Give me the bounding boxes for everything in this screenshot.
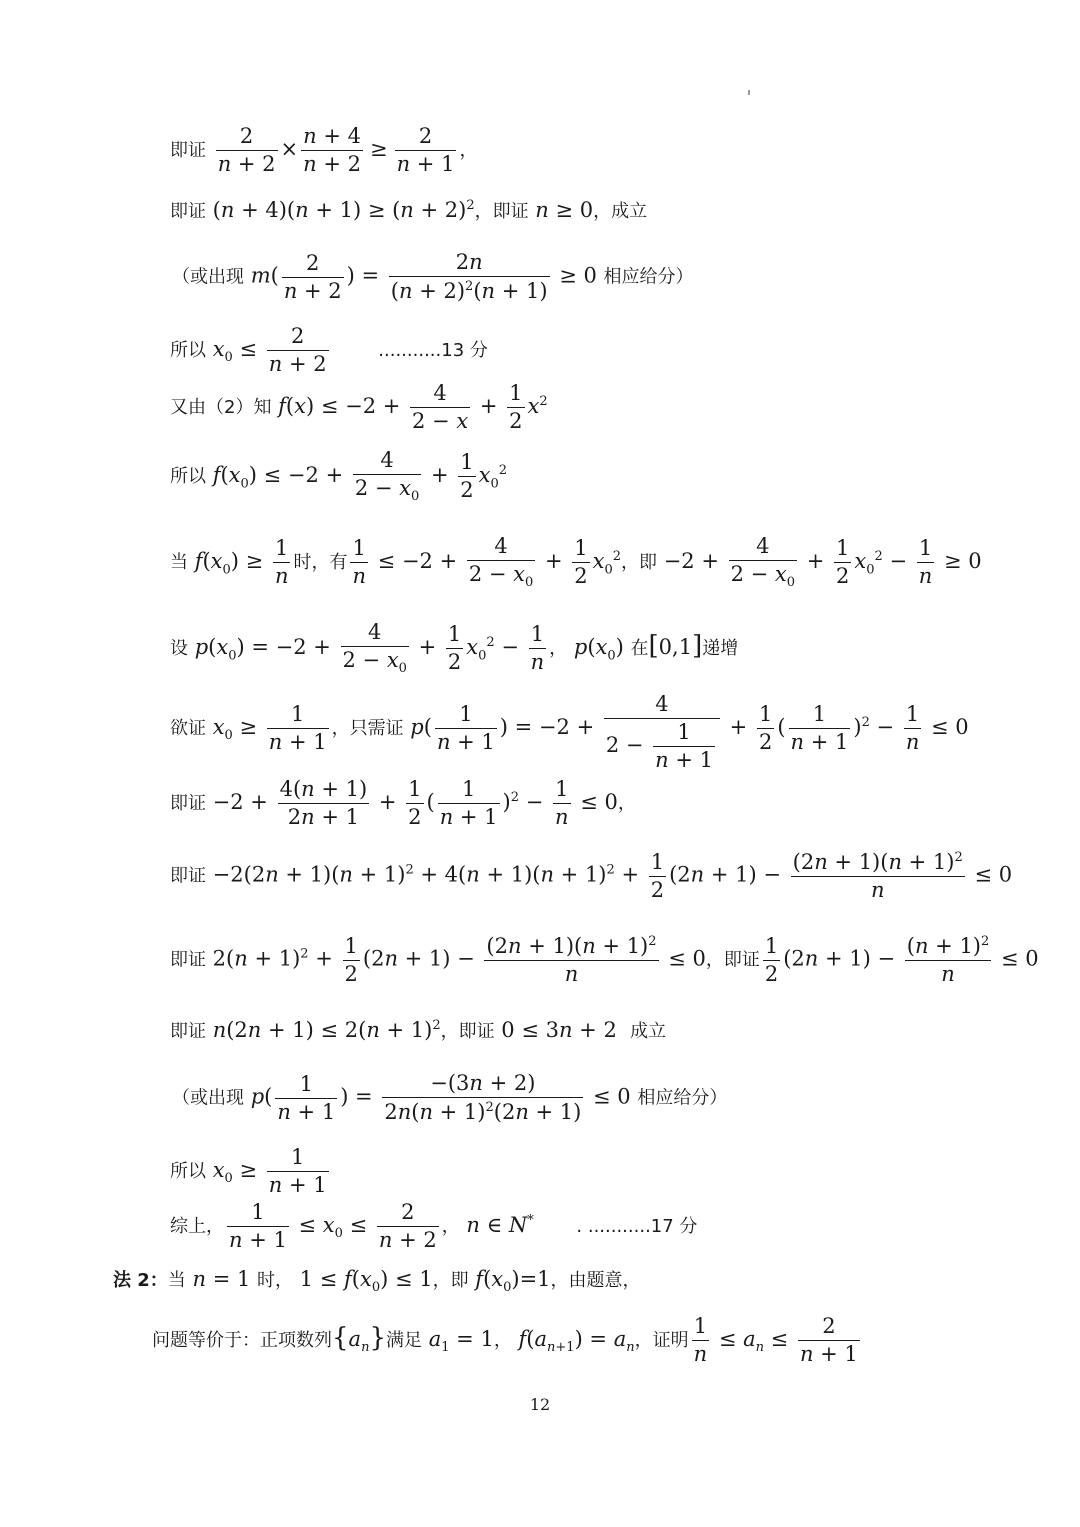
- proof-line-6: 所以 $f(x_0) \le -2$ + $\frac{4}{2 - x_0}$ + $\frac{1}{2}$ $x_0^2$: [170, 448, 508, 505]
- scan-speck: [748, 90, 750, 95]
- proof-line-2: 即证 $(n + 4)(n + 1) \ge (n + 2)^2$，即证 n ≥ 0，成立: [170, 198, 648, 222]
- method2-label: 法 2：: [113, 1270, 168, 1291]
- method2-line-1: 法 2：当 n = 1 时， $1 \le f(x_0) \le 1$，即 $f(x_0)=1$，由题意，: [113, 1267, 641, 1296]
- proof-line-13: 即证 $n(2n + 1) \le 2(n + 1)^2$，即证 0 ≤ 3n + 2 成立: [170, 1018, 667, 1042]
- label-jizheng: 即证: [170, 140, 206, 161]
- proof-line-16: 综上， $\frac{1}{n + 1}$ ≤ $x_0$ ≤ $\frac{2}{n + 2}$ ， n ∈ N* . ...........17 分: [170, 1200, 698, 1252]
- proof-line-10: 即证 −2 + $\frac{4(n + 1)}{2n + 1}$ + $\frac{1}{2}$ ( $\frac{1}{n + 1}$ )$^2$ − $\frac{1}{n}$ ≤ 0，: [170, 777, 636, 829]
- method2-line-2: 问题等价于：正项数列$\{a_n\}$满足 $a_1 = 1$， $f(a_{n+1}) = a_n$，证明 $\frac{1}{n}$ ≤ $a_n$ ≤ $\frac{2}{n + 1}$: [152, 1314, 858, 1366]
- proof-line-12: 即证 $2(n + 1)^2$ + $\frac{1}{2}$ (2n + 1) − $\frac{(2n + 1)(n + 1)^2}{n}$ ≤ 0，即证 $\frac{1}{2}$ (2n + 1) − $\frac{(n + 1)^2}{n}$ ≤ 0: [170, 933, 1039, 986]
- proof-line-8: 设 $p(x_0) = -2$ + $\frac{4}{2 - x_0}$ + $\frac{1}{2}$ $x_0^2$ − $\frac{1}{n}$ ， $p(x_0)$ 在[0,1]递增: [170, 620, 739, 677]
- proof-line-3: （或出现 m( $\frac{2}{n + 2}$ ) = $\frac{2n}{(n + 2)^2(n + 1)}$ ≥ 0 相应给分）: [172, 250, 694, 303]
- proof-line-4: 所以 $x_0$ ≤ $\frac{2}{n + 2}$ ...........13 分: [170, 324, 488, 376]
- proof-line-11: 即证 $-2(2n + 1)(n + 1)^2 + 4(n + 1)(n + 1)^2$ + $\frac{1}{2}$ (2n + 1) − $\frac{(2n + 1)(n + 1)^2}{n}$ ≤ 0: [170, 849, 1013, 902]
- proof-line-14: （或出现 p( $\frac{1}{n + 1}$ ) = $\frac{-(3n + 2)}{2n(n + 1)^2(2n + 1)}$ ≤ 0 相应给分）: [172, 1071, 728, 1124]
- proof-line-1: 即证 $\frac{2}{n + 2}$ × $\frac{n + 4}{n + 2}$ ≥ $\frac{2}{n + 1}$ ，: [170, 124, 478, 176]
- proof-line-7: 当 $f(x_0)$ ≥ $\frac{1}{n}$ 时，有 $\frac{1}{n}$ ≤ −2 + $\frac{4}{2 - x_0}$ + $\frac{1}{2}$ $x_0^2$，即 −2 + $\frac{4}{2 - x_0}$ + $\frac{1}{2}$ $x_0^2$ − $\frac{1}{n}$ ≥ 0: [170, 534, 982, 591]
- proof-line-5: 又由（2）知 f(x) ≤ −2 + $\frac{4}{2 - x}$ + $\frac{1}{2}$ $x^2$: [170, 381, 548, 433]
- page-number: 12: [529, 1395, 551, 1414]
- proof-line-15: 所以 $x_0$ ≥ $\frac{1}{n + 1}$: [170, 1145, 327, 1197]
- proof-line-9: 欲证 $x_0$ ≥ $\frac{1}{n + 1}$ ，只需证 p( $\frac{1}{n + 1}$ ) = −2 + 4 2 − $\frac{1}{n + 1}$ + $\frac{1}{2}$ ( $\frac{1}{n + 1}$ )$^2$ − $\frac{1}{n}$ ≤ 0: [170, 692, 969, 772]
